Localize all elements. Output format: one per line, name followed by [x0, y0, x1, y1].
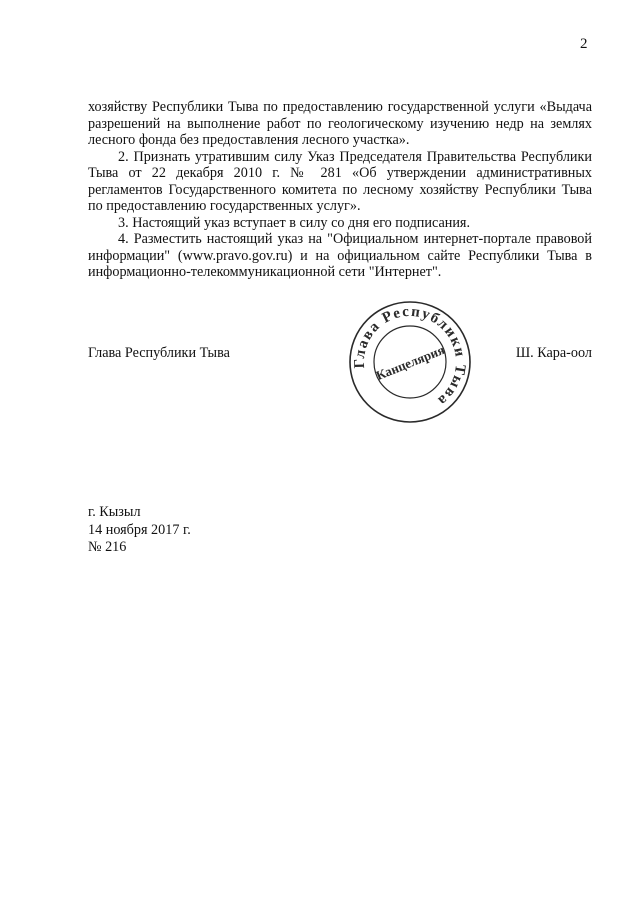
date: 14 ноября 2017 г. — [88, 521, 191, 538]
signer-name: Ш. Кара-оол — [515, 345, 592, 361]
paragraph-item-3: 3. Настоящий указ вступает в силу со дня его подписания. — [118, 214, 471, 231]
paragraph-item-4: 4. Разместить настоящий указ на "Официальном интернет-портале правовой информации" (www.pravo.gov.ru) и на официальном сайте Республики Тыва в информационно-телекоммуникационной сети "Интернет". — [88, 231, 592, 280]
decree-number: № 216 — [88, 539, 127, 555]
paragraph-continuation: хозяйству Республики Тыва по предоставлению государственной услуги «Выдача разрешений на выполнение работ по геологическому изучению недр на землях лесного фонда без предоставления лесного участка». — [88, 99, 592, 148]
stamp-ring-text: Глава Республики Тыва — [351, 303, 469, 410]
decree-body — [88, 99, 592, 281]
signer-position: Глава Республики Тыва — [88, 345, 230, 361]
stamp-center-text: Канцелярия — [373, 341, 447, 384]
place: г. Кызыл — [88, 504, 141, 520]
official-stamp — [346, 298, 474, 426]
stamp-seal-icon — [346, 298, 474, 426]
place-date-block — [88, 504, 191, 557]
page-number: 2 — [580, 36, 588, 52]
paragraph-item-2: 2. Признать утратившим силу Указ Председателя Правительства Республики Тыва от 22 декабря 2010 г. № 281 «Об утверждении административных регламентов Государственного комитета по лесному хозяйству Республики Тыва по предоставлению государственных услуг». — [88, 148, 592, 214]
